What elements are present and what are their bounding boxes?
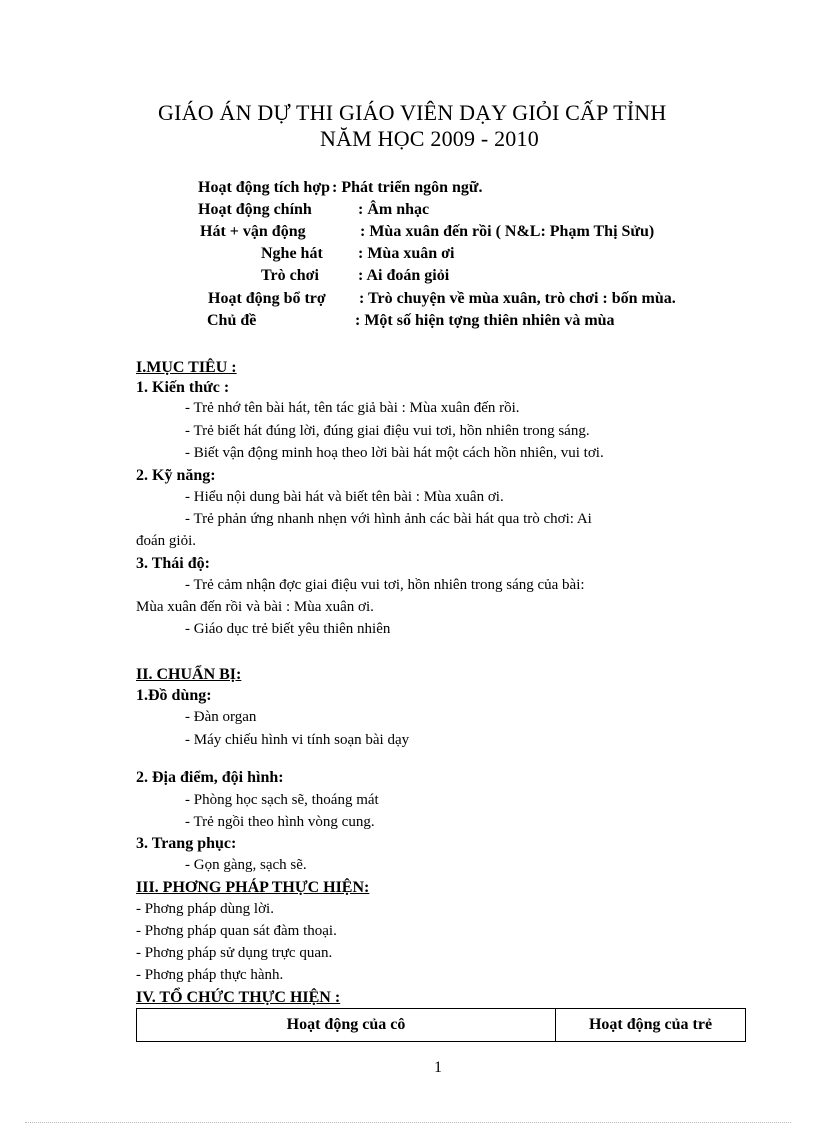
subheading-attitude: 3. Thái độ: <box>136 555 210 572</box>
info-value: : Ai đoán giỏi <box>358 267 450 284</box>
subheading-place: 2. Địa điểm, đội hình: <box>136 769 284 786</box>
info-value: : Âm nhạc <box>358 201 430 218</box>
document-title-line2: NĂM HỌC 2009 - 2010 <box>320 126 539 151</box>
costume-line: - Gọn gàng, sạch sẽ. <box>185 857 307 873</box>
place-line: - Phòng học sạch sẽ, thoáng mát <box>185 792 379 808</box>
info-value: : Mùa xuân đến rồi ( N&L: Phạm Thị Sửu) <box>360 223 655 240</box>
subheading-knowledge: 1. Kiến thức : <box>136 379 230 396</box>
section-heading-methods: III. PHƠNG PHÁP THỰC HIỆN: <box>136 879 370 896</box>
skills-line: đoán giỏi. <box>136 533 196 549</box>
table-header-child: Hoạt động của trẻ <box>556 1009 746 1042</box>
attitude-line: - Giáo dục trẻ biết yêu thiên nhiên <box>185 621 391 637</box>
skills-line: - Trẻ phản ứng nhanh nhẹn với hình ảnh các bài hát qua trò chơi: Ai <box>185 511 592 527</box>
knowledge-line: - Trẻ biết hát đúng lời, đúng giai điệu vui tơi, hồn nhiên trong sáng. <box>185 423 590 439</box>
section-heading-objectives: I.MỤC TIÊU : <box>136 359 237 376</box>
info-label: Chủ đề <box>207 312 257 329</box>
info-label: Hát + vận động <box>200 223 306 240</box>
place-line: - Trẻ ngồi theo hình vòng cung. <box>185 814 375 830</box>
subheading-tools: 1.Đồ dùng: <box>136 687 212 704</box>
activity-table <box>136 1008 746 1042</box>
info-value: : Mùa xuân ơi <box>358 245 455 262</box>
info-value: : Một số hiện tợng thiên nhiên và mùa <box>355 312 615 329</box>
skills-line: - Hiểu nội dung bài hát và biết tên bài : Mùa xuân ơi. <box>185 489 504 505</box>
info-value: : Phát triển ngôn ngữ. <box>332 179 483 196</box>
info-value: : Trò chuyện về mùa xuân, trò chơi : bốn mùa. <box>359 290 676 307</box>
method-line: - Phơng pháp sử dụng trực quan. <box>136 945 333 961</box>
page-number: 1 <box>434 1059 442 1076</box>
method-line: - Phơng pháp thực hành. <box>136 967 284 983</box>
tools-line: - Máy chiếu hình vi tính soạn bài dạy <box>185 732 410 748</box>
method-line: - Phơng pháp dùng lời. <box>136 901 274 917</box>
info-label: Hoạt động tích hợp <box>198 179 330 196</box>
tools-line: - Đàn organ <box>185 709 257 725</box>
info-label: Hoạt động bổ trợ <box>208 290 326 307</box>
knowledge-line: - Biết vận động minh hoạ theo lời bài hát một cách hồn nhiên, vui tơi. <box>185 445 604 461</box>
info-label: Hoạt động chính <box>198 201 312 218</box>
attitude-line: Mùa xuân đến rồi và bài : Mùa xuân ơi. <box>136 599 374 615</box>
table-header-teacher: Hoạt động của cô <box>137 1009 556 1042</box>
subheading-costume: 3. Trang phục: <box>136 835 237 852</box>
document-title-line1: GIÁO ÁN DỰ THI GIÁO VIÊN DẠY GIỎI CẤP TỈNH <box>158 100 667 125</box>
subheading-skills: 2. Kỹ năng: <box>136 467 216 484</box>
info-label: Nghe hát <box>261 245 323 262</box>
method-line: - Phơng pháp quan sát đàm thoại. <box>136 923 337 939</box>
knowledge-line: - Trẻ nhớ tên bài hát, tên tác giả bài : Mùa xuân đến rồi. <box>185 400 520 416</box>
section-heading-organization: IV. TỔ CHỨC THỰC HIỆN : <box>136 989 341 1006</box>
info-label: Trò chơi <box>261 267 319 284</box>
section-heading-preparation: II. CHUẨN BỊ: <box>136 666 242 683</box>
attitude-line: - Trẻ cảm nhận đợc giai điệu vui tơi, hồn nhiên trong sáng của bài: <box>185 577 585 593</box>
